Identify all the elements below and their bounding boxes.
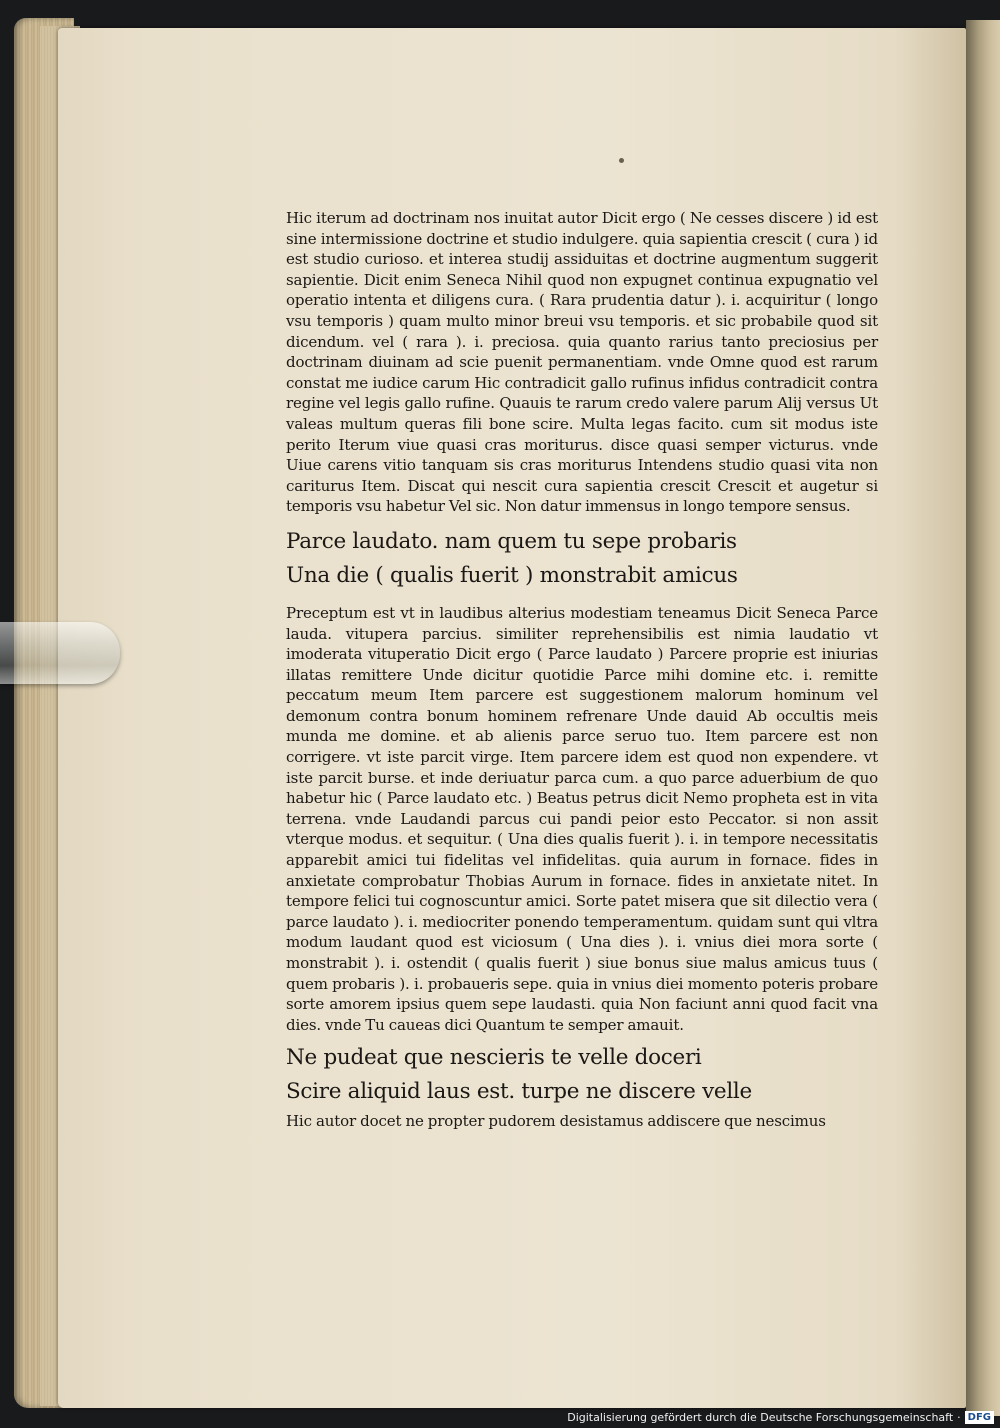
verse-line-4: Scire aliquid laus est. turpe ne discere velle — [286, 1079, 752, 1105]
dfg-logo: DFG — [965, 1411, 994, 1424]
commentary-paragraph-2: Preceptum est vt in laudibus alterius modestiam teneamus Dicit Seneca Parce lauda. vitupera parcius. similiter reprehensibilis est nimia laudatio vt imoderata vituperatio Dicit ergo ( Parce laudato ) Parcere proprie est iniurias illatas remittere Unde dicitur quotidie Parce mihi domine etc. i. remitte peccatum meum Item parcere est suggestionem malorum hominum vel demonum contra bonum hominem refrenare Unde dauid Ab occultis meis munda me domine. et ab alienis parce seruo tuo. Item parcere est non corrigere. vt iste parcit virge. Item parcere idem est quod non expendere. vt iste parcit burse. et inde deriuatur parca cum. a quo parce aduerbium de quo habetur hic ( Parce laudato etc. ) Beatus petrus dicit Nemo propheta est in vita terrena. vnde Laudandi parcus cui pandi peior esto Peccator. si non assit vterque modus. et sequitur. ( Una dies qualis fuerit ). i. in tempore necessitatis apparebit amici tui fidelitas vel infidelitas. quia aurum in fornace. fides in anxietate comprobatur Thobias Aurum in fornace. fides in anxietate nitet. In tempore felici tui cognoscuntur amici. Sorte patet misera que sit dilectio vera ( parce laudato ). i. mediocriter ponendo temperamentum. quidam sunt qui vltra modum laudant quod est viciosum ( Una dies ). i. vnius diei mora sorte ( monstrabit ). i. ostendit ( qualis fuerit ) siue bonus siue malus amicus tuus ( quem probaris ). i. probaueris sepe. quia in vnius diei momento poteris probare sorte amorem ipsius quem sepe laudasti. quia Non faciunt anni quod facit vna dies. vnde Tu caueas dici Quantum te semper amauit. — [286, 603, 878, 1034]
footer-credit — [567, 1411, 994, 1424]
opposite-page-gutter — [966, 20, 1000, 1416]
text-block — [286, 208, 878, 1132]
glass-page-clamp — [0, 622, 120, 684]
verse-line-2: Una die ( qualis fuerit ) monstrabit amicus — [286, 562, 738, 588]
verse-line-1: Parce laudato. nam quem tu sepe probaris — [286, 528, 737, 554]
footer-separator: · — [957, 1411, 961, 1424]
page-mark — [619, 158, 624, 163]
commentary-paragraph-3: Hic autor docet ne propter pudorem desistamus addiscere que nescimus — [286, 1112, 826, 1131]
verse-line-3: Ne pudeat que nescieris te velle doceri — [286, 1045, 702, 1071]
footer-credit-text: Digitalisierung gefördert durch die Deutsche Forschungsgemeinschaft — [567, 1411, 954, 1424]
commentary-paragraph-1: Hic iterum ad doctrinam nos inuitat autor Dicit ergo ( Ne cesses discere ) id est sine intermissione doctrine et studio indulgere. quia sapientia crescit ( cura ) id est studio curioso. et interea studij assiduitas et doctrine augmentum suggerit sapientie. Dicit enim Seneca Nihil quod non expugnet continua expugnatio vel operatio intenta et diligens cura. ( Rara prudentia datur ). i. acquiritur ( longo vsu temporis ) quam multo minor breui vsu temporis. et sic probabile quod sit dicendum. vel ( rara ). i. preciosa. quia quanto rarius tanto preciosius per doctrinam diuinam ad scie puenit permanentiam. vnde Omne quod est rarum constat me iudice carum Hic contradicit gallo rufinus infidus contradicit contra regine vel legis gallo rufine. Quauis te rarum credo valere parum Alij versus Ut valeas multum queras fili bone scire. Multa legas facito. cum sit modus iste perito Iterum viue quasi cras moriturus. disce quasi semper victurus. vnde Uiue carens vitio tanquam sis cras moriturus Intendens studio quasi vita non cariturus Item. Discat qui nescit cura sapientia crescit Crescit et augetur si temporis vsu habetur Vel sic. Non datur immensus in longo tempore sensus. — [286, 209, 878, 516]
